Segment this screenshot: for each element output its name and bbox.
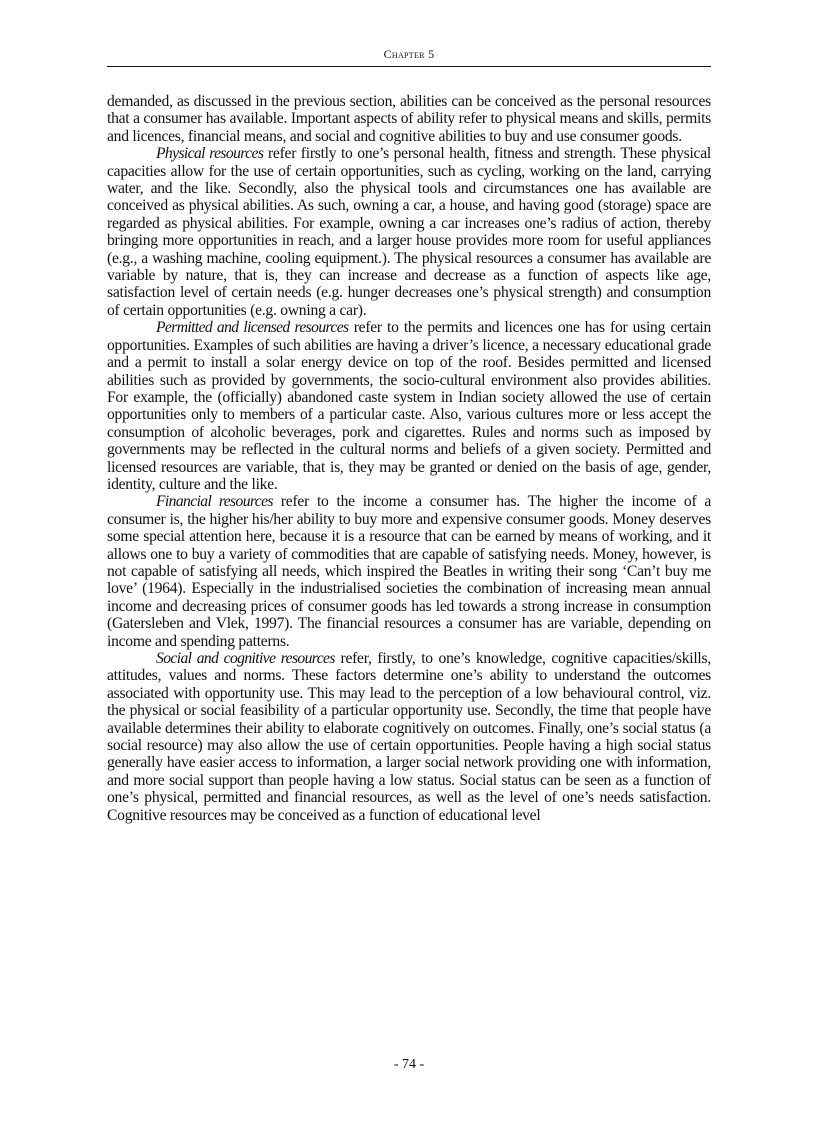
body-text xyxy=(107,93,711,824)
term-physical-resources: Physical resources xyxy=(156,145,264,163)
page-footer xyxy=(107,1057,711,1073)
paragraph-text: refer, firstly, to one’s knowledge, cognitive capacities/skills, attitudes, values and norms. These factors determine one’s ability to understand the outcomes associated with opportunity use. This may lead to the perception of a low behavioural control, viz. the physical or social feasibility of a particular opportunity use. Secondly, the time that people have available determines their ability to elaborate cognitively on outcomes. Finally, one’s social status (a social resource) may also allow the use of certain opportunities. People having a high social status generally have easier access to information, a larger social network providing one with information, and more social support than people having a low status. Social status can be seen as a function of one’s physical, permitted and financial resources, as well as the level of one’s needs satisfaction. Cognitive resources may be conceived as a function of educational level xyxy=(107,650,711,824)
running-header xyxy=(107,47,711,62)
chapter-label: Chapter 5 xyxy=(383,47,435,61)
term-financial-resources: Financial resources xyxy=(156,493,273,511)
paragraph-permitted-resources xyxy=(107,319,711,493)
page-number: - 74 - xyxy=(393,1057,425,1072)
paragraph-text: demanded, as discussed in the previous section, abilities can be conceived as the personal resources that a consumer has available. Important aspects of ability refer to physical means and skills, permits and licences, financial means, and social and cognitive abilities to buy and use consumer goods. xyxy=(107,93,711,145)
paragraph-text: refer to the income a consumer has. The higher the income of a consumer is, the higher his/her ability to buy more and expensive consumer goods. Money deserves some special attention here, because it is a resource that can be earned by means of working, and it allows one to buy a variety of commodities that are capable of satisfying needs. Money, however, is not capable of satisfying all needs, which inspired the Beatles in writing their song ‘Can’t buy me love’ (1964). Especially in the industrialised societies the combination of increasing mean annual income and decreasing prices of consumer goods has led towards a strong increase in consumption (Gatersleben and Vlek, 1997). The financial resources a consumer has are variable, depending on income and spending patterns. xyxy=(107,493,711,650)
paragraph-text: refer to the permits and licences one has for using certain opportunities. Examples of such abilities are having a driver’s licence, a necessary educational grade and a permit to install a solar energy device on top of the roof. Besides permitted and licensed abilities such as provided by governments, the socio-cultural environment also provides abilities. For example, the (officially) abandoned caste system in Indian society allowed the use of certain opportunities only to members of a particular caste. Also, various cultures more or less accept the consumption of alcoholic beverages, pork and cigarettes. Rules and norms such as imposed by governments may be reflected in the cultural norms and beliefs of a given society. Permitted and licensed resources are variable, that is, they may be granted or denied on the basis of age, gender, identity, culture and the like. xyxy=(107,319,711,493)
paragraph-social-cognitive-resources xyxy=(107,650,711,824)
term-social-cognitive-resources: Social and cognitive resources xyxy=(156,650,335,667)
header-rule xyxy=(107,66,711,67)
paragraph-financial-resources xyxy=(107,493,711,650)
paragraph-ability-intro xyxy=(107,93,711,145)
paragraph-physical-resources xyxy=(107,145,711,319)
term-permitted-licensed-resources: Permitted and licensed resources xyxy=(156,319,349,337)
paragraph-text: refer firstly to one’s personal health, fitness and strength. These physical capacities allow for the use of certain opportunities, such as cycling, working on the land, carrying water, and the like. Secondly, also the physical tools and circumstances one has available are conceived as physical abilities. As such, owning a car, a house, and having good (storage) space are regarded as physical abilities. For example, owning a car increases one’s radius of action, thereby bringing more opportunities in reach, and a larger house provides more room for useful appliances (e.g., a washing machine, cooling equipment.). The physical resources a consumer has available are variable by nature, that is, they can increase and decrease as a function of aspects like age, satisfaction level of certain needs (e.g. hunger decreases one’s physical strength) and consumption of certain opportunities (e.g. owning a car). xyxy=(107,145,711,319)
